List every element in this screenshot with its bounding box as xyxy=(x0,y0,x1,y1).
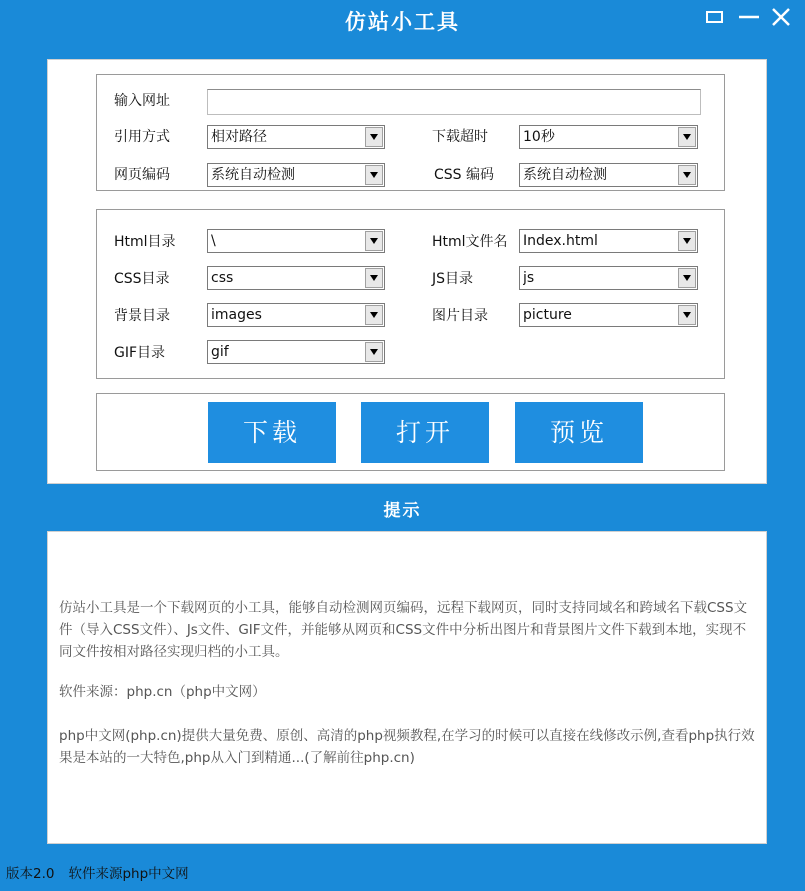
js-dir-select[interactable] xyxy=(519,266,698,290)
html-filename-label: Html文件名 xyxy=(432,234,508,250)
pic-dir-select[interactable] xyxy=(519,303,698,327)
ref-mode-value: 相对路径 xyxy=(211,129,267,145)
bg-dir-label: 背景目录 xyxy=(114,308,170,324)
html-dir-select[interactable] xyxy=(207,229,385,253)
css-dir-label: CSS目录 xyxy=(114,271,170,287)
source-label: 软件来源php中文网 xyxy=(68,866,189,882)
css-encoding-value: 系统自动检测 xyxy=(523,167,607,183)
css-encoding-label: CSS 编码 xyxy=(434,167,494,183)
url-input[interactable] xyxy=(207,89,701,115)
pic-dir-label: 图片目录 xyxy=(432,308,488,324)
version-label: 版本2.0 xyxy=(6,866,55,882)
timeout-value: 10秒 xyxy=(523,129,555,145)
directory-settings-group xyxy=(96,209,725,379)
basic-settings-group xyxy=(96,74,725,191)
page-encoding-select[interactable] xyxy=(207,163,385,187)
tips-source: 软件来源：php.cn（php中文网） xyxy=(59,684,266,700)
page-encoding-value: 系统自动检测 xyxy=(211,167,295,183)
pic-dir-value: picture xyxy=(523,307,572,323)
timeout-select[interactable] xyxy=(519,125,698,149)
tips-heading: 提示 xyxy=(383,501,422,521)
html-filename-value: Index.html xyxy=(523,233,598,249)
url-label: 输入网址 xyxy=(114,93,170,109)
action-group xyxy=(96,393,725,471)
close-icon xyxy=(770,8,792,26)
restore-button[interactable] xyxy=(704,8,726,26)
preview-button[interactable]: 预览 xyxy=(515,402,643,463)
chevron-down-icon xyxy=(678,268,696,288)
tips-about: php中文网(php.cn)提供大量免费、原创、高清的php视频教程,在学习的时候可以直接在线修改示例,查看php执行效果是本站的一大特色,php从入门到精通...(了解前往php.cn) xyxy=(59,728,755,766)
close-button[interactable] xyxy=(770,8,792,26)
js-dir-value: js xyxy=(523,270,535,286)
settings-panel xyxy=(47,59,767,484)
gif-dir-select[interactable] xyxy=(207,340,385,364)
bg-dir-value: images xyxy=(211,307,262,323)
css-encoding-select[interactable] xyxy=(519,163,698,187)
chevron-down-icon xyxy=(365,268,383,288)
chevron-down-icon xyxy=(365,165,383,185)
tips-intro: 仿站小工具是一个下载网页的小工具，能够自动检测网页编码，远程下载网页，同时支持同域名和跨域名下载CSS文件（导入CSS文件）、Js文件、GIF文件，并能够从网页和CSS文件中分析出图片和背景图片文件下载到本地，实现不同文件按相对路径实现归档的小工具。 xyxy=(59,600,748,660)
chevron-down-icon xyxy=(365,127,383,147)
gif-dir-value: gif xyxy=(211,344,229,360)
chevron-down-icon xyxy=(365,305,383,325)
ref-mode-label: 引用方式 xyxy=(114,129,170,145)
chevron-down-icon xyxy=(678,127,696,147)
bg-dir-select[interactable] xyxy=(207,303,385,327)
js-dir-label: JS目录 xyxy=(432,271,474,287)
css-dir-value: css xyxy=(211,270,234,286)
timeout-label: 下载超时 xyxy=(432,129,488,145)
ref-mode-select[interactable] xyxy=(207,125,385,149)
html-dir-label: Html目录 xyxy=(114,234,176,250)
chevron-down-icon xyxy=(678,231,696,251)
download-button[interactable]: 下载 xyxy=(208,402,336,463)
chevron-down-icon xyxy=(678,305,696,325)
status-bar xyxy=(6,864,189,884)
minimize-icon xyxy=(738,8,760,26)
window-title: 仿站小工具 xyxy=(345,9,460,34)
html-filename-select[interactable] xyxy=(519,229,698,253)
minimize-button[interactable] xyxy=(738,8,760,26)
html-dir-value: \ xyxy=(211,233,216,249)
chevron-down-icon xyxy=(678,165,696,185)
css-dir-select[interactable] xyxy=(207,266,385,290)
open-button[interactable]: 打开 xyxy=(361,402,489,463)
tips-panel xyxy=(47,531,767,844)
chevron-down-icon xyxy=(365,342,383,362)
gif-dir-label: GIF目录 xyxy=(114,345,166,361)
restore-icon xyxy=(704,8,726,26)
page-encoding-label: 网页编码 xyxy=(114,167,170,183)
chevron-down-icon xyxy=(365,231,383,251)
